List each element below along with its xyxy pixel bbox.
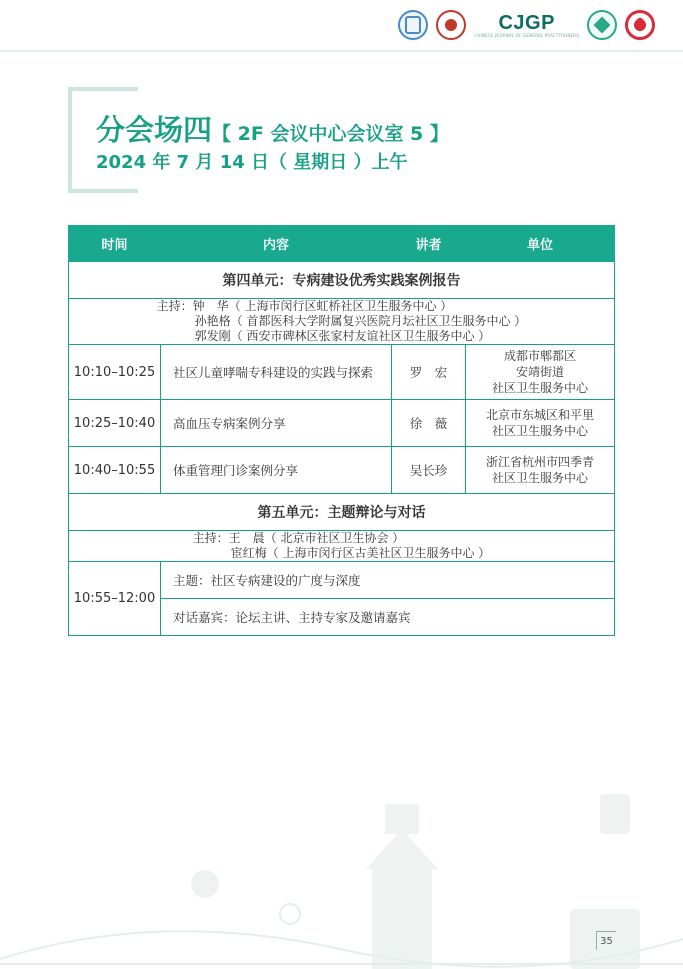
table-header-row — [69, 226, 615, 262]
row-org — [466, 400, 615, 447]
table-row — [69, 400, 615, 447]
unit5-hosts-row — [69, 531, 615, 562]
room-title: 【 2F 会议中心会议室 5 】 — [212, 123, 449, 145]
table-row — [69, 345, 615, 400]
table-row — [69, 562, 615, 599]
row-speaker: 徐 薇 — [392, 400, 466, 447]
org-line: 社区卫生服务中心 — [491, 381, 588, 395]
row-content: 体重管理门诊案例分享 — [161, 447, 392, 494]
row-speaker: 吴长珍 — [392, 447, 466, 494]
host-line: 郭发刚（ 西安市碑林区张家村友谊社区卫生服务中心 ） — [194, 329, 491, 343]
page-number: 35 — [600, 936, 613, 947]
unit4-title: 第四单元：专病建设优秀实践案例报告 — [69, 262, 615, 299]
pagoda-icon — [372, 869, 432, 969]
unit4-title-row — [69, 262, 615, 299]
schedule-table — [68, 225, 615, 636]
unit5-title-row — [69, 494, 615, 531]
row-time: 10:55–12:00 — [69, 562, 161, 636]
host-line: 主持：钟 华（ 上海市闵行区虹桥社区卫生服务中心 ） — [156, 299, 453, 313]
venue-title: 分会场四 — [96, 113, 213, 147]
header-speaker: 讲者 — [392, 226, 466, 262]
header-content: 内容 — [161, 226, 392, 262]
unit4-hosts-row — [69, 299, 615, 345]
row-time: 10:40–10:55 — [69, 447, 161, 494]
row-time: 10:10–10:25 — [69, 345, 161, 400]
host-line: 孙艳格（ 首都医科大学附属复兴医院月坛社区卫生服务中心 ） — [194, 314, 527, 328]
logo-strip — [398, 10, 655, 40]
page-header — [0, 0, 683, 50]
table-row — [69, 447, 615, 494]
row-content: 社区儿童哮喘专科建设的实践与探索 — [161, 345, 392, 400]
session-date: 2024 年 7 月 14 日（ 星期日 ）上午 — [96, 152, 408, 173]
cjgp-logo — [474, 13, 579, 38]
org-line: 社区卫生服务中心 — [491, 471, 588, 485]
row-time: 10:25–10:40 — [69, 400, 161, 447]
background-illustration — [0, 709, 683, 969]
row-guests: 对话嘉宾：论坛主讲、主持专家及邀请嘉宾 — [161, 599, 615, 636]
green-emblem-logo-icon — [587, 10, 617, 40]
medical-association-logo-icon — [398, 10, 428, 40]
row-topic: 主题：社区专病建设的广度与深度 — [161, 562, 615, 599]
header-time: 时间 — [69, 226, 161, 262]
org-line: 成都市郫都区 — [503, 349, 576, 363]
header-divider — [0, 50, 683, 52]
unit5-hosts — [193, 531, 491, 561]
heart-logo-icon — [625, 10, 655, 40]
unit4-hosts — [157, 299, 527, 344]
header-org: 单位 — [466, 226, 615, 262]
org-line: 安靖街道 — [515, 365, 564, 379]
org-line: 浙江省杭州市四季青 — [485, 455, 594, 469]
org-line: 北京市东城区和平里 — [485, 408, 594, 422]
red-emblem-logo-icon — [436, 10, 466, 40]
cjgp-logo-text: CJGP — [498, 11, 555, 34]
bottom-divider — [0, 963, 683, 965]
host-line: 主持：王 晨（ 北京市社区卫生协会 ） — [192, 531, 405, 545]
page-number-box — [596, 931, 616, 950]
unit5-title: 第五单元：主题辩论与对话 — [69, 494, 615, 531]
row-speaker: 罗 宏 — [392, 345, 466, 400]
host-line: 宦红梅（ 上海市闵行区古美社区卫生服务中心 ） — [230, 546, 491, 560]
row-org — [466, 447, 615, 494]
org-line: 社区卫生服务中心 — [491, 424, 588, 438]
row-content: 高血压专病案例分享 — [161, 400, 392, 447]
page-title — [96, 108, 449, 149]
cjgp-logo-subtitle: CHINESE JOURNAL OF GENERAL PRACTITIONERS — [474, 32, 579, 38]
row-org — [466, 345, 615, 400]
